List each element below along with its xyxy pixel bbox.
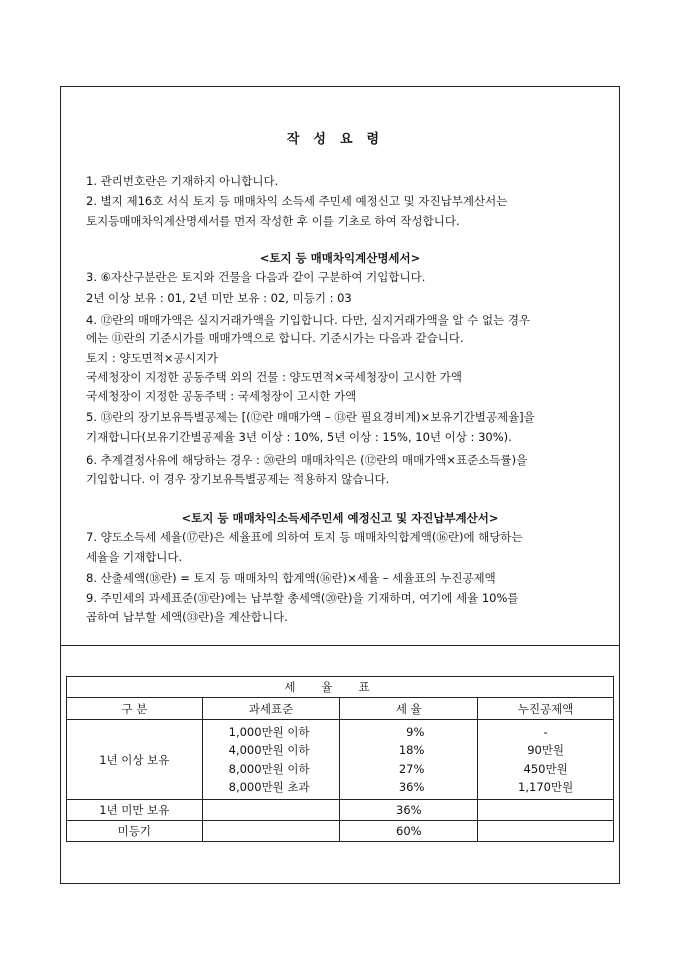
instruction-line: 곱하여 납부할 세액(㉝란)을 계산합니다. bbox=[86, 610, 288, 624]
empty-cell bbox=[202, 821, 340, 842]
instruction-line: 에는 ⑪란의 기준시가를 매매가액으로 합니다. 기준시가는 다음과 같습니다. bbox=[86, 331, 464, 345]
header-deduction: 누진공제액 bbox=[478, 698, 614, 720]
instruction-line: 기입합니다. 이 경우 장기보유특별공제는 적용하지 않습니다. bbox=[86, 472, 390, 486]
empty-cell bbox=[478, 821, 614, 842]
tax-rate-value: 27% bbox=[398, 761, 425, 776]
page-title: 작성요령 bbox=[286, 132, 394, 147]
section-heading: <토지 등 매매차익소득세주민세 예정신고 및 자진납부계산서> bbox=[181, 511, 499, 525]
tax-rate-value: 60% bbox=[340, 821, 478, 842]
instruction-line: 세율을 기재합니다. bbox=[86, 550, 183, 564]
tax-rate-cell bbox=[340, 720, 478, 800]
instruction-line: 1. 관리번호란은 기재하지 아니합니다. bbox=[86, 174, 279, 188]
section-divider bbox=[60, 645, 620, 646]
instruction-line: 국세청장이 지정한 공동주택 외의 건물 : 양도면적×국세청장이 고시한 가액 bbox=[86, 370, 463, 384]
row-label-under-1yr: 1년 미만 보유 bbox=[67, 800, 203, 821]
instruction-line: 토지등매매차익계산명세서를 먼저 작성한 후 이를 기초로 하여 작성합니다. bbox=[86, 214, 460, 228]
row-label-unregistered: 미등기 bbox=[67, 821, 203, 842]
section-heading: <토지 등 매매차익계산명세서> bbox=[259, 251, 421, 265]
instruction-line: 6. 추계결정사유에 해당하는 경우 : ⑳란의 매매차익은 (⑫란의 매매가액×표준소득률)을 bbox=[86, 453, 528, 467]
tax-rate-value: 18% bbox=[398, 743, 425, 757]
header-category: 구 분 bbox=[67, 698, 203, 720]
empty-cell bbox=[202, 800, 340, 821]
tax-rate-value: 9% bbox=[406, 724, 425, 739]
instruction-line: 5. ⑬란의 장기보유특별공제는 [(⑫란 매매가액 – ⑬란 필요경비계)×보유기간별공제율]을 bbox=[86, 410, 535, 424]
row-label-1yr-plus: 1년 이상 보유 bbox=[67, 720, 203, 800]
header-tax-base: 과세표준 bbox=[202, 698, 340, 720]
tax-base-value: 4,000만원 이하 bbox=[228, 743, 310, 757]
deduction-value: 90만원 bbox=[527, 743, 565, 757]
deduction-value: 1,170만원 bbox=[518, 780, 574, 794]
tax-rate-table bbox=[66, 676, 614, 842]
instruction-line: 9. 주민세의 과세표준(㉛란)에는 납부할 총세액(⑳란)을 기재하며, 여기에 세율 10%를 bbox=[86, 591, 519, 605]
deduction-value: 450만원 bbox=[523, 761, 568, 776]
instruction-line: 국세청장이 지정한 공동주택 : 국세청장이 고시한 가액 bbox=[86, 389, 357, 403]
tax-rate-value: 36% bbox=[398, 780, 425, 794]
tax-base-value: 8,000만원 이하 bbox=[228, 761, 310, 776]
instruction-line: 기재합니다(보유기간별공제율 3년 이상 : 10%, 5년 이상 : 15%, 10년 이상 : 30%). bbox=[86, 430, 512, 444]
instruction-line: 2. 별지 제16호 서식 토지 등 매매차익 소득세 주민세 예정신고 및 자진납부계산서는 bbox=[86, 194, 508, 208]
tax-rate-value: 36% bbox=[340, 800, 478, 821]
tax-base-cell bbox=[202, 720, 340, 800]
instruction-line: 4. ⑫란의 매매가액은 실지거래가액을 기입합니다. 다만, 실지거래가액을 알 수 없는 경우 bbox=[86, 313, 531, 327]
header-tax-rate: 세 율 bbox=[340, 698, 478, 720]
deduction-cell bbox=[478, 720, 614, 800]
instruction-line: 토지 : 양도면적×공시지가 bbox=[86, 351, 218, 365]
deduction-value: - bbox=[543, 724, 548, 739]
tax-base-value: 8,000만원 초과 bbox=[228, 780, 310, 794]
tax-base-value: 1,000만원 이하 bbox=[228, 724, 310, 739]
empty-cell bbox=[478, 800, 614, 821]
instruction-line: 3. ⑥자산구분란은 토지와 건물을 다음과 같이 구분하여 기입합니다. bbox=[86, 270, 426, 284]
instruction-line: 8. 산출세액(⑱란) = 토지 등 매매차익 합계액(⑯란)×세율 – 세율표의 누진공제액 bbox=[86, 571, 496, 585]
table-caption: 세율표 bbox=[67, 677, 614, 698]
instruction-line: 7. 양도소득세 세율(⑰란)은 세율표에 의하여 토지 등 매매차익합계액(⑯란)에 해당하는 bbox=[86, 530, 523, 544]
instruction-line: 2년 이상 보유 : 01, 2년 미만 보유 : 02, 미등기 : 03 bbox=[86, 291, 352, 305]
